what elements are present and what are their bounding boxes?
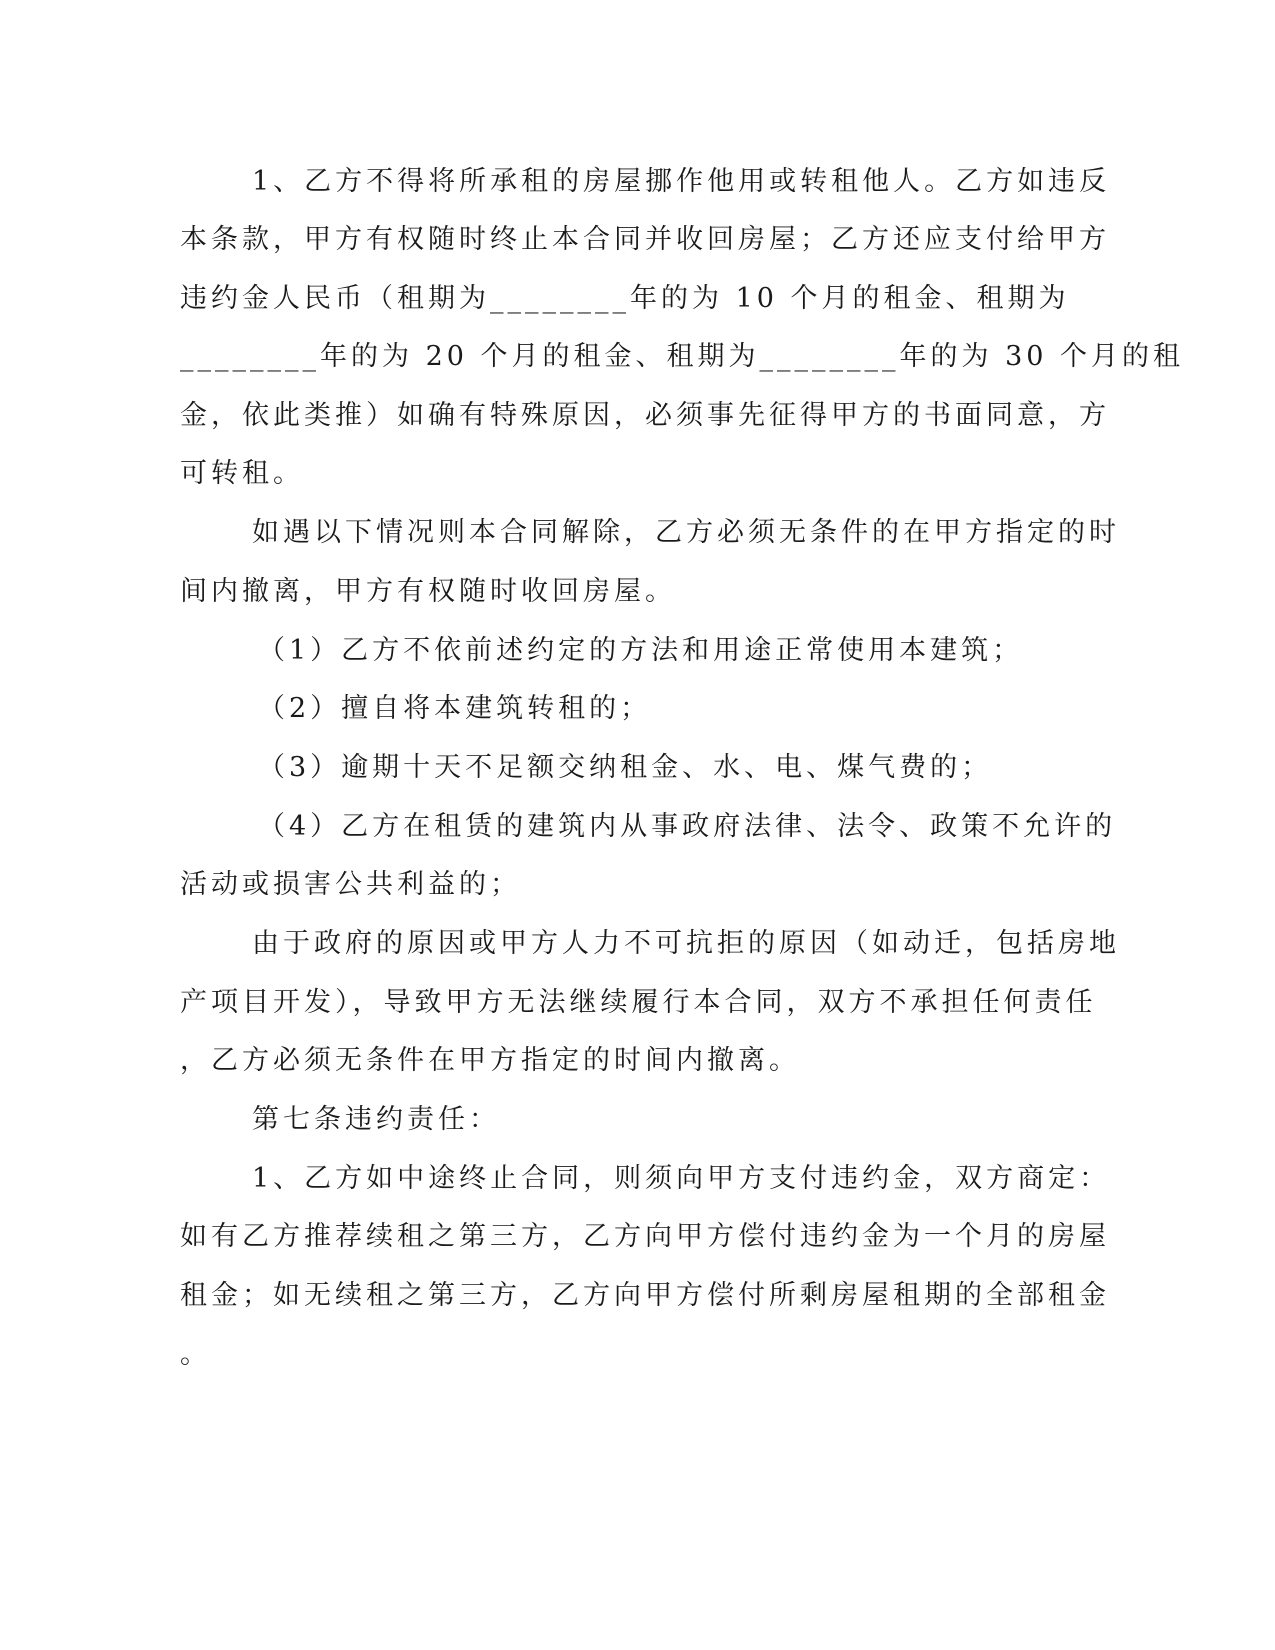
- text-line: ________年的为 20 个月的租金、租期为________年的为 30 个月的租: [180, 341, 1185, 372]
- list-item: （3）逾期十天不足额交纳租金、水、电、煤气费的；: [258, 752, 993, 783]
- text-line: 间内撤离，甲方有权随时收回房屋。: [180, 576, 676, 607]
- text-line: 。: [180, 1339, 211, 1370]
- text-line: 租金；如无续租之第三方，乙方向甲方偿付所剩房屋租期的全部租金: [180, 1280, 1110, 1311]
- text-line: 本条款，甲方有权随时终止本合同并收回房屋；乙方还应支付给甲方: [180, 224, 1110, 255]
- text-line: 如遇以下情况则本合同解除，乙方必须无条件的在甲方指定的时: [252, 517, 1120, 548]
- text-line: 由于政府的原因或甲方人力不可抗拒的原因（如动迁，包括房地: [252, 928, 1120, 959]
- text-line: 违约金人民币（租期为________年的为 10 个月的租金、租期为: [180, 283, 1070, 314]
- text-line: 活动或损害公共利益的；: [180, 869, 521, 900]
- list-item: （4）乙方在租赁的建筑内从事政府法律、法令、政策不允许的: [258, 811, 1117, 842]
- text-line: 如有乙方推荐续租之第三方，乙方向甲方偿付违约金为一个月的房屋: [180, 1221, 1110, 1252]
- text-line: 1、乙方如中途终止合同，则须向甲方支付违约金，双方商定：: [252, 1163, 1111, 1194]
- text-line: ，乙方必须无条件在甲方指定的时间内撤离。: [180, 1045, 800, 1076]
- text-line: 产项目开发），导致甲方无法继续履行本合同，双方不承担任何责任: [180, 987, 1097, 1018]
- text-line: 可转租。: [180, 458, 304, 489]
- section-heading: 第七条违约责任：: [252, 1104, 500, 1135]
- text-line: 金，依此类推）如确有特殊原因，必须事先征得甲方的书面同意，方: [180, 400, 1110, 431]
- text-line: 1、乙方不得将所承租的房屋挪作他用或转租他人。乙方如违反: [252, 166, 1111, 197]
- list-item: （2）擅自将本建筑转租的；: [258, 693, 652, 724]
- list-item: （1）乙方不依前述约定的方法和用途正常使用本建筑；: [258, 635, 1024, 666]
